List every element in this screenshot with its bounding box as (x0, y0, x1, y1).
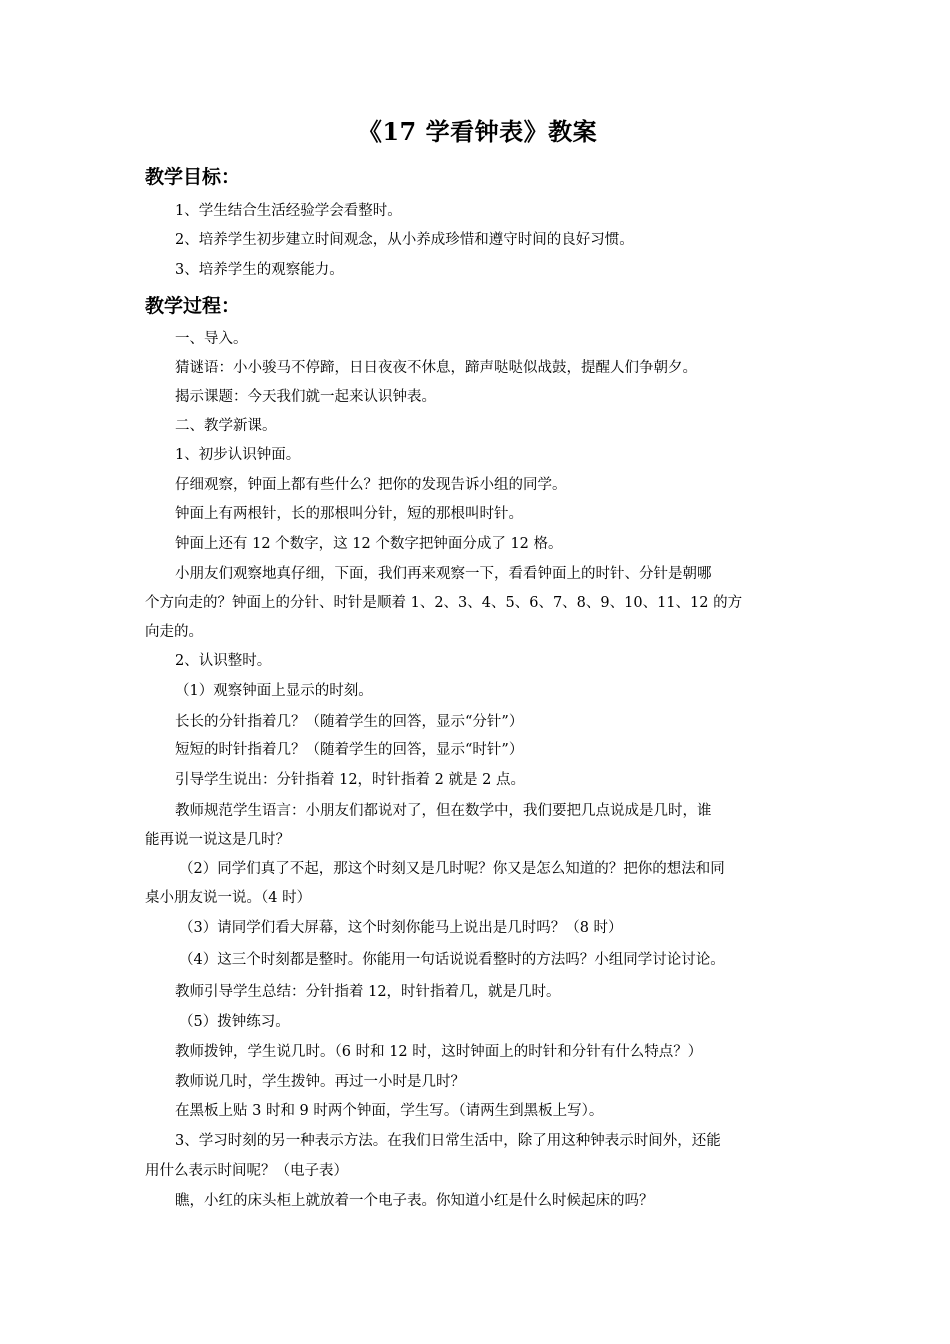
process-line: 1、初步认识钟面。 (175, 447, 301, 463)
process-line: （3）请同学们看大屏幕，这个时刻你能马上说出是几时吗？（8 时） (179, 920, 623, 936)
process-line: 短短的时针指着几？（随着学生的回答，显示“时针”） (175, 742, 524, 758)
process-line: 教师拨钟，学生说几时。（6 时和 12 时，这时钟面上的时针和分针有什么特点？） (175, 1044, 703, 1060)
process-line: 瞧，小红的床头柜上就放着一个电子表。你知道小红是什么时候起床的吗？ (175, 1193, 654, 1209)
process-line: 引导学生说出：分针指着 12，时针指着 2 就是 2 点。 (175, 772, 525, 788)
process-line: 小朋友们观察地真仔细，下面，我们再来观察一下，看看钟面上的时针、分针是朝哪 (175, 566, 712, 582)
process-line: （5）拨钟练习。 (179, 1014, 290, 1030)
process-line: 能再说一说这是几时？ (145, 832, 290, 848)
process-line: 仔细观察，钟面上都有些什么？把你的发现告诉小组的同学。 (175, 477, 567, 493)
process-line: （4）这三个时刻都是整时。你能用一句话说说看整时的方法吗？小组同学讨论讨论。 (179, 952, 725, 968)
process-line: 个方向走的？钟面上的分针、时针是顺着 1、2、3、4、5、6、7、8、9、10、11、12 的方 (145, 595, 743, 611)
process-line: 长长的分针指着几？（随着学生的回答，显示“分针”） (175, 714, 524, 730)
process-heading: 教学过程： (145, 295, 241, 317)
process-line: 3、学习时刻的另一种表示方法。在我们日常生活中，除了用这种钟表示时间外，还能 (175, 1133, 721, 1149)
process-line: 桌小朋友说一说。（4 时） (145, 890, 312, 906)
process-line: 钟面上还有 12 个数字，这 12 个数字把钟面分成了 12 格。 (175, 536, 563, 552)
process-line: 2、认识整时。 (175, 653, 272, 669)
process-line: 一、导入。 (175, 331, 248, 347)
process-line: 在黑板上贴 3 时和 9 时两个钟面，学生写。（请两生到黑板上写）。 (175, 1103, 604, 1119)
document-page (145, 0, 810, 1344)
process-line: 教师说几时，学生拨钟。再过一小时是几时？ (175, 1074, 465, 1090)
process-line: （2）同学们真了不起，那这个时刻又是几时呢？你又是怎么知道的？把你的想法和同 (179, 861, 725, 877)
process-line: 揭示课题：今天我们就一起来认识钟表。 (175, 389, 436, 405)
objective-item: 2、培养学生初步建立时间观念，从小养成珍惜和遵守时间的良好习惯。 (175, 232, 634, 248)
objectives-heading: 教学目标： (145, 166, 241, 188)
process-line: 钟面上有两根针，长的那根叫分针，短的那根叫时针。 (175, 506, 523, 522)
process-line: 用什么表示时间呢？（电子表） (145, 1163, 348, 1179)
objective-item: 1、学生结合生活经验学会看整时。 (175, 203, 402, 219)
process-line: （1）观察钟面上显示的时刻。 (175, 683, 373, 699)
objective-item: 3、培养学生的观察能力。 (175, 262, 344, 278)
document-title: 《17 学看钟表》教案 (357, 117, 598, 146)
process-line: 教师引导学生总结：分针指着 12，时针指着几，就是几时。 (175, 984, 561, 1000)
process-line: 教师规范学生语言：小朋友们都说对了，但在数学中，我们要把几点说成是几时，谁 (175, 803, 712, 819)
process-line: 二、教学新课。 (175, 418, 277, 434)
process-line: 猜谜语：小小骏马不停蹄，日日夜夜不休息，蹄声哒哒似战鼓，提醒人们争朝夕。 (175, 360, 697, 376)
process-line: 向走的。 (145, 624, 203, 640)
